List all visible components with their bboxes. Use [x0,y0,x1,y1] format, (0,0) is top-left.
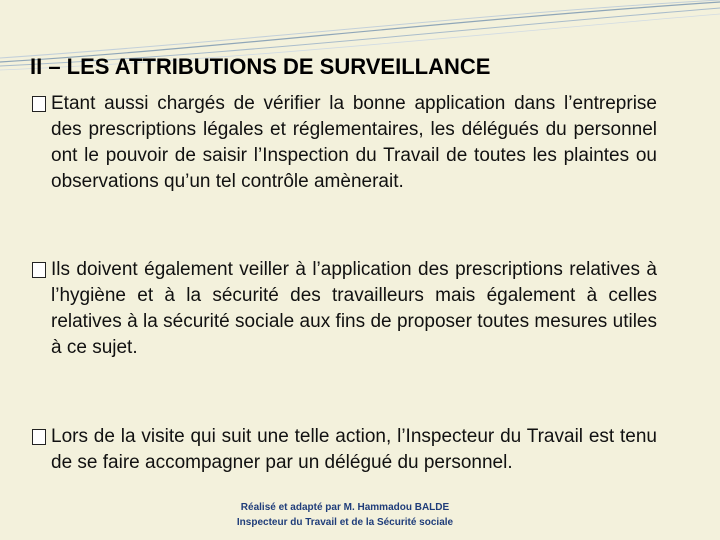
bullet-icon [32,96,46,112]
credit-line-2: Inspecteur du Travail et de la Sécurité sociale [236,517,454,528]
slide-title: II – LES ATTRIBUTIONS DE SURVEILLANCE [30,54,491,79]
credit-line-1: Réalisé et adapté par M. Hammadou BALDE [240,502,450,513]
paragraph-2 [32,257,657,361]
paragraph-3 [32,424,657,476]
paragraph-1 [32,91,657,195]
paragraph-text: Etant aussi chargés de vérifier la bonne application dans l’entreprise des prescriptions légales et réglementaires, les délégués du personnel ont le pouvoir de saisir l’Inspection du Travail de toutes les plaintes ou observations qu’un tel contrôle amènerait. [51,93,657,192]
bullet-icon [32,429,46,445]
paragraph-text: Lors de la visite qui suit une telle action, l’Inspecteur du Travail est tenu de se faire accompagner par un délégué du personnel. [51,426,657,473]
bullet-icon [32,262,46,278]
author-credit [205,500,485,530]
paragraph-text: Ils doivent également veiller à l’application des prescriptions relatives à l’hygiène et à la sécurité des travailleurs mais également à celles relatives à la sécurité sociale aux fins de proposer toutes mesures utiles à ce sujet. [51,259,657,358]
